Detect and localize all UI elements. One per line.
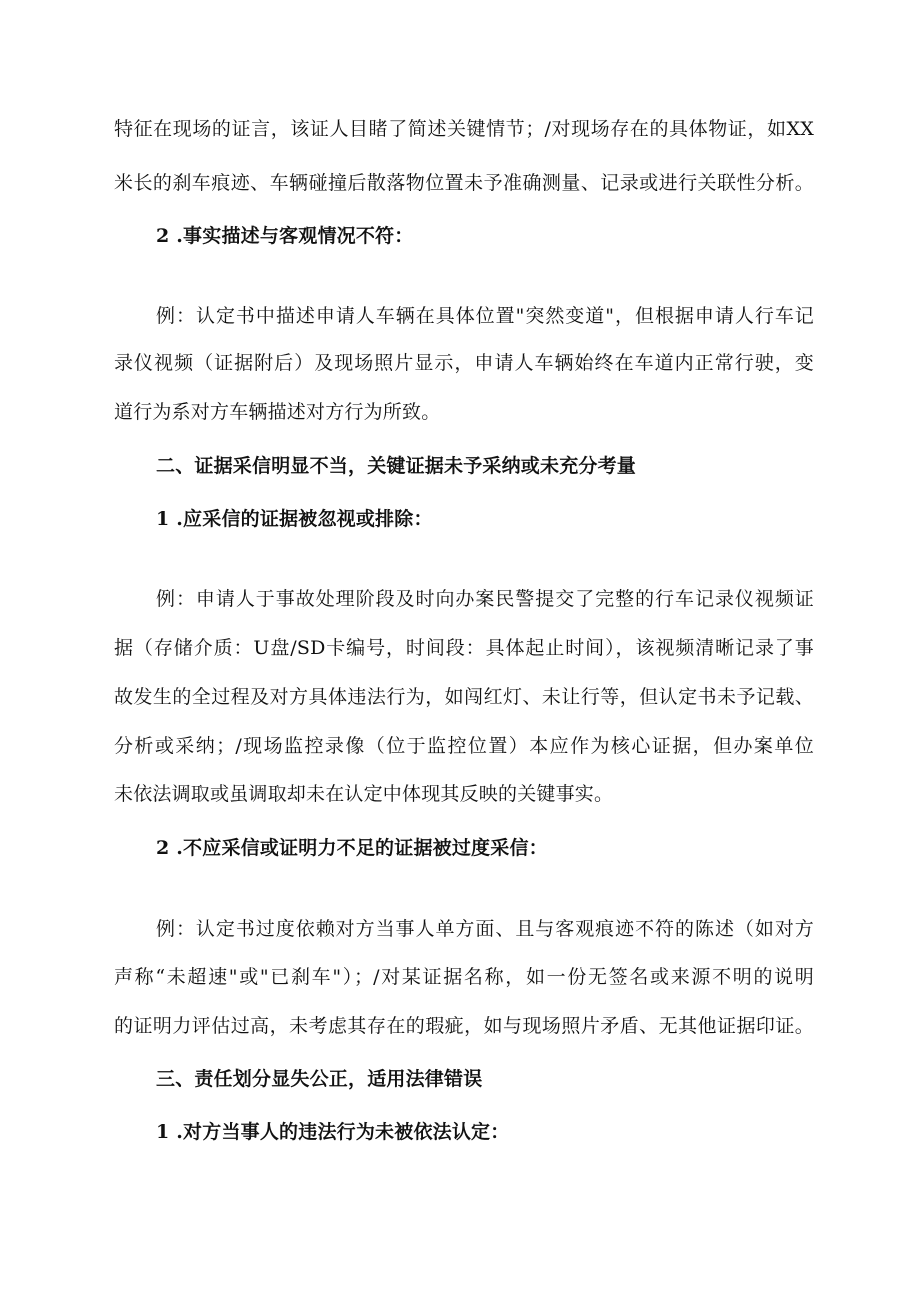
paragraph-line: 据（存储介质：U盘/SD卡编号，时间段：具体起止时间），该视频清晰记录了事: [114, 637, 814, 659]
subsection-heading: 2 .事实描述与客观情况不符：: [156, 225, 414, 247]
subsection-heading: 2 .不应采信或证明力不足的证据被过度采信：: [156, 837, 548, 859]
section-heading: 二、证据采信明显不当，关键证据未予采纳或未充分考量: [156, 455, 637, 477]
paragraph-line: 例：认定书过度依赖对方当事人单方面、且与客观痕迹不符的陈述（如对方: [156, 918, 814, 940]
paragraph-line: 声称“未超速"或"已刹车"）；/对某证据名称，如一份无签名或来源不明的说明: [114, 966, 814, 988]
paragraph-line: 道行为系对方车辆描述对方行为所致。: [114, 401, 441, 423]
paragraph-line: 分析或采纳；/现场监控录像（位于监控位置）本应作为核心证据，但办案单位: [114, 735, 814, 757]
paragraph-line: 米长的刹车痕迹、车辆碰撞后散落物位置未予准确测量、记录或进行关联性分析。: [114, 172, 814, 194]
paragraph-line: 的证明力评估过高，未考虑其存在的瑕疵，如与现场照片矛盾、无其他证据印证。: [114, 1015, 814, 1037]
subsection-heading: 1 .对方当事人的违法行为未被依法认定：: [156, 1121, 510, 1143]
paragraph-line: 未依法调取或虽调取却未在认定中体现其反映的关键事实。: [114, 783, 614, 805]
section-heading: 三、责任划分显失公正，适用法律错误: [156, 1068, 483, 1090]
paragraph-line: 例：申请人于事故处理阶段及时向办案民警提交了完整的行车记录仪视频证: [156, 588, 814, 610]
paragraph-line: 录仪视频（证据附后）及现场照片显示，申请人车辆始终在车道内正常行驶，变: [114, 352, 814, 374]
paragraph-line: 特征在现场的证言，该证人目睹了简述关键情节；/对现场存在的具体物证，如XX: [114, 118, 814, 140]
subsection-heading: 1 .应采信的证据被忽视或排除：: [156, 508, 433, 530]
paragraph-line: 例：认定书中描述申请人车辆在具体位置"突然变道"，但根据申请人行车记: [156, 305, 814, 327]
paragraph-line: 故发生的全过程及对方具体违法行为，如闯红灯、未让行等，但认定书未予记载、: [114, 686, 814, 708]
